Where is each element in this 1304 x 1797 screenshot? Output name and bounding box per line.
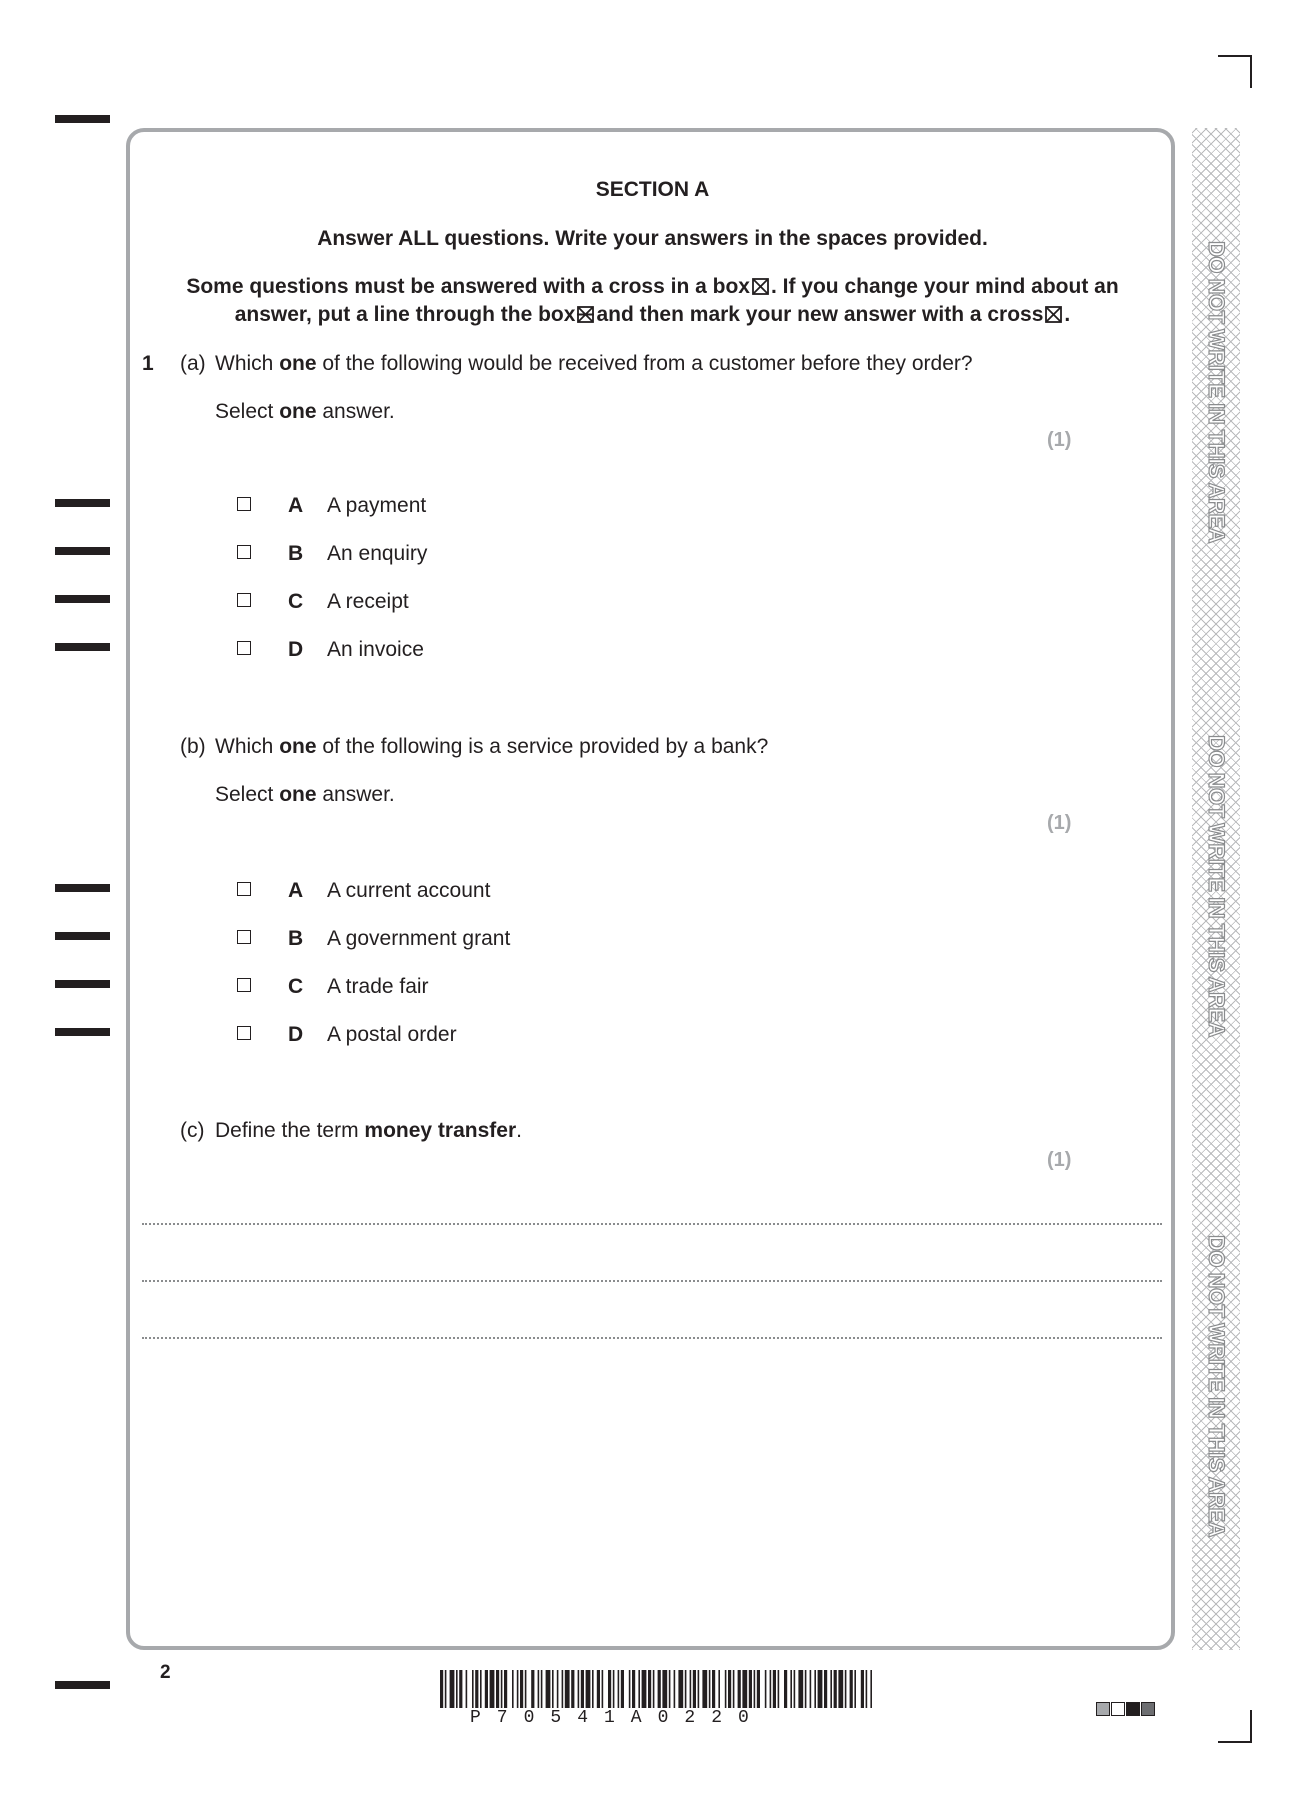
option-text: An enquiry: [327, 542, 428, 565]
marks-1a: (1): [1047, 429, 1072, 451]
registration-mark: [55, 547, 110, 555]
option-letter: B: [288, 542, 304, 565]
option-text: A postal order: [327, 1023, 457, 1046]
crop-mark: [1250, 55, 1252, 88]
barcode: [440, 1670, 873, 1708]
struck-box-icon: [577, 306, 594, 323]
answer-line[interactable]: [142, 1280, 1162, 1282]
question-1a-label: (a): [180, 352, 206, 375]
barcode-text: P70541A0220: [470, 1708, 765, 1728]
indicator-square: [1111, 1702, 1125, 1716]
registration-mark: [55, 115, 110, 123]
registration-mark: [55, 932, 110, 940]
option-text: A receipt: [327, 590, 409, 613]
registration-mark: [55, 1028, 110, 1036]
question-1a-text: Which one of the following would be received from a customer before they order?: [215, 352, 973, 375]
answer-checkbox-1b-a[interactable]: [237, 882, 251, 896]
question-1c-text: Define the term money transfer.: [215, 1119, 522, 1142]
answer-checkbox-1b-b[interactable]: [237, 930, 251, 944]
question-1b-label: (b): [180, 735, 206, 758]
option-text: A current account: [327, 879, 491, 902]
cross-instruction-line2: answer, put a line through the box and then mark your new answer with a cross .: [234, 303, 1071, 326]
registration-mark: [55, 499, 110, 507]
crop-mark: [1218, 55, 1252, 57]
registration-mark: [55, 884, 110, 892]
option-letter: D: [288, 1023, 304, 1046]
crossed-box-icon: [752, 278, 769, 295]
page-number: 2: [160, 1662, 171, 1683]
section-title: SECTION A: [595, 178, 710, 201]
registration-mark: [55, 980, 110, 988]
question-1a-select: Select one answer.: [215, 400, 395, 423]
option-letter: A: [288, 879, 304, 902]
answer-checkbox-1a-d[interactable]: [237, 641, 251, 655]
cross-instruction-line1: Some questions must be answered with a cross in a box . If you change your mind about an: [186, 275, 1119, 298]
answer-line[interactable]: [142, 1337, 1162, 1339]
option-text: A trade fair: [327, 975, 429, 998]
option-letter: B: [288, 927, 304, 950]
answer-checkbox-1b-c[interactable]: [237, 978, 251, 992]
option-text: A government grant: [327, 927, 511, 950]
answer-checkbox-1a-b[interactable]: [237, 545, 251, 559]
answer-checkbox-1a-c[interactable]: [237, 593, 251, 607]
marks-1c: (1): [1047, 1149, 1072, 1171]
indicator-square: [1126, 1702, 1140, 1716]
instructions: Answer ALL questions. Write your answers in the spaces provided.: [317, 227, 988, 250]
question-1b-text: Which one of the following is a service provided by a bank?: [215, 735, 769, 758]
option-text: An invoice: [327, 638, 424, 661]
option-letter: C: [288, 975, 304, 998]
option-letter: C: [288, 590, 304, 613]
indicator-square: [1096, 1702, 1110, 1716]
answer-checkbox-1b-d[interactable]: [237, 1026, 251, 1040]
question-1b-select: Select one answer.: [215, 783, 395, 806]
crop-mark: [1218, 1741, 1252, 1743]
registration-mark: [55, 1681, 110, 1689]
answer-line[interactable]: [142, 1223, 1162, 1225]
answer-checkbox-1a-a[interactable]: [237, 497, 251, 511]
registration-mark: [55, 595, 110, 603]
crossed-box-icon: [1045, 306, 1062, 323]
option-text: A payment: [327, 494, 427, 517]
question-number: 1: [142, 352, 154, 375]
question-1c-label: (c): [180, 1119, 205, 1142]
marks-1b: (1): [1047, 812, 1072, 834]
indicator-square: [1141, 1702, 1155, 1716]
registration-mark: [55, 643, 110, 651]
option-letter: D: [288, 638, 304, 661]
option-letter: A: [288, 494, 304, 517]
crop-mark: [1250, 1710, 1252, 1743]
